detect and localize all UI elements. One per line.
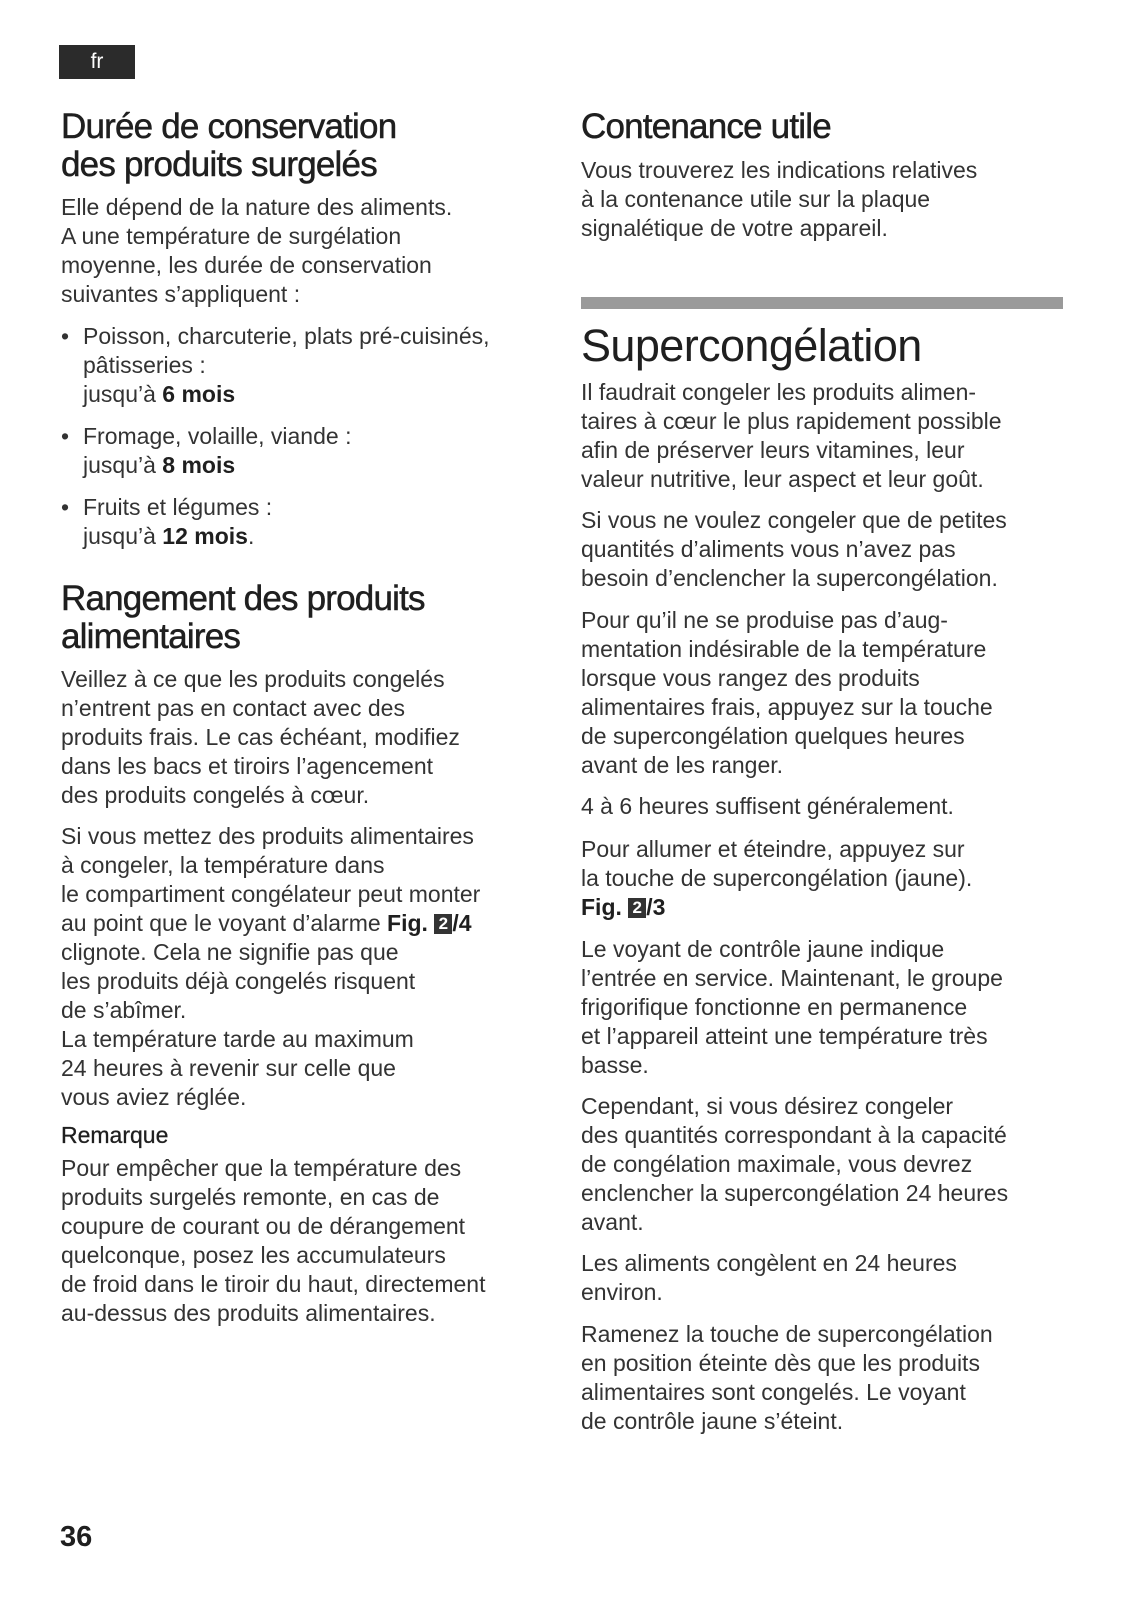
list-item: • Fruits et légumes : jusqu’à 12 mois. — [61, 494, 273, 549]
storage-duration-list-3 — [61, 493, 549, 551]
section-divider — [581, 297, 1063, 309]
figure-number-badge: 2 — [434, 914, 452, 934]
storage-duration-list-2 — [61, 422, 549, 480]
superfreezing-paragraph-6: Le voyant de contrôle jaune indique l’entrée en service. Maintenant, le groupe frigorifique fonctionne en permanence et l’appareil atteint une température très basse. — [581, 936, 1003, 1078]
section-title-storage-duration: Durée de conservation des produits surgelés — [61, 107, 397, 184]
list-item: • Fromage, volaille, viande : jusqu’à 8 mois — [61, 423, 352, 478]
superfreezing-paragraph-8: Les aliments congèlent en 24 heures environ. — [581, 1250, 957, 1305]
superfreezing-paragraph-3: Pour qu’il ne se produise pas d’aug- mentation indésirable de la température lorsque vous rangez des produits alimentaires frais, appuyez sur la touche de supercongélation quelques heures avant de les ranger. — [581, 607, 993, 778]
food-storage-paragraph-1: Veillez à ce que les produits congelés n’entrent pas en contact avec des produits frais. Le cas échéant, modifiez dans les bacs et tiroirs l’agencement des produits congelés à cœur. — [61, 666, 460, 808]
section-title-usable-capacity: Contenance utile — [581, 107, 831, 146]
superfreezing-paragraph-4: 4 à 6 heures suffisent généralement. — [581, 793, 954, 819]
usable-capacity-paragraph: Vous trouverez les indications relatives à la contenance utile sur la plaque signalétique de votre appareil. — [581, 157, 978, 241]
section-title-food-storage: Rangement des produits alimentaires — [61, 579, 425, 656]
page-number: 36 — [60, 1521, 93, 1553]
storage-intro-paragraph: Elle dépend de la nature des aliments. A une température de surgélation moyenne, les durée de conservation suivantes s’appliquent : — [61, 194, 453, 307]
note-paragraph: Pour empêcher que la température des produits surgelés remonte, en cas de coupure de courant ou de dérangement quelconque, posez les accumulateurs de froid dans le tiroir du haut, directement au-dessus des produits alimentaires. — [61, 1155, 486, 1326]
food-storage-paragraph-2: Si vous mettez des produits alimentaires à congeler, la température dans le compartiment congélateur peut monter au point que le voyant d’alarme Fig. 2 /4 clignote. Cela ne signifie pas que les produits déjà congelés risquent de s’abîmer. La température tarde au maximum 24 heures à revenir sur celle que vous aviez réglée. — [61, 823, 481, 1110]
list-item: • Poisson, charcuterie, plats pré-cuisinés, pâtisseries : jusqu’à 6 mois — [61, 323, 490, 407]
figure-number-badge: 2 — [628, 898, 646, 918]
superfreezing-paragraph-7: Cependant, si vous désirez congeler des quantités correspondant à la capacité de congélation maximale, vous devrez enclencher la supercongélation 24 heures avant. — [581, 1093, 1009, 1235]
superfreezing-paragraph-2: Si vous ne voulez congeler que de petites quantités d’aliments vous n’avez pas besoin d’enclencher la supercongélation. — [581, 507, 1007, 591]
section-title-superfreezing: Supercongélation — [581, 320, 922, 371]
note-title: Remarque — [61, 1122, 169, 1148]
storage-duration-list — [61, 322, 549, 409]
superfreezing-paragraph-1: Il faudrait congeler les produits alimen- taires à cœur le plus rapidement possible afin de préserver leurs vitamines, leur valeur nutritive, leur aspect et leur goût. — [581, 379, 1002, 492]
language-tag: fr — [59, 45, 135, 79]
superfreezing-paragraph-5: Pour allumer et éteindre, appuyez sur la touche de supercongélation (jaune). Fig. 2 /3 — [581, 836, 973, 920]
superfreezing-paragraph-9: Ramenez la touche de supercongélation en position éteinte dès que les produits alimentaires sont congelés. Le voyant de contrôle jaune s’éteint. — [581, 1321, 993, 1434]
